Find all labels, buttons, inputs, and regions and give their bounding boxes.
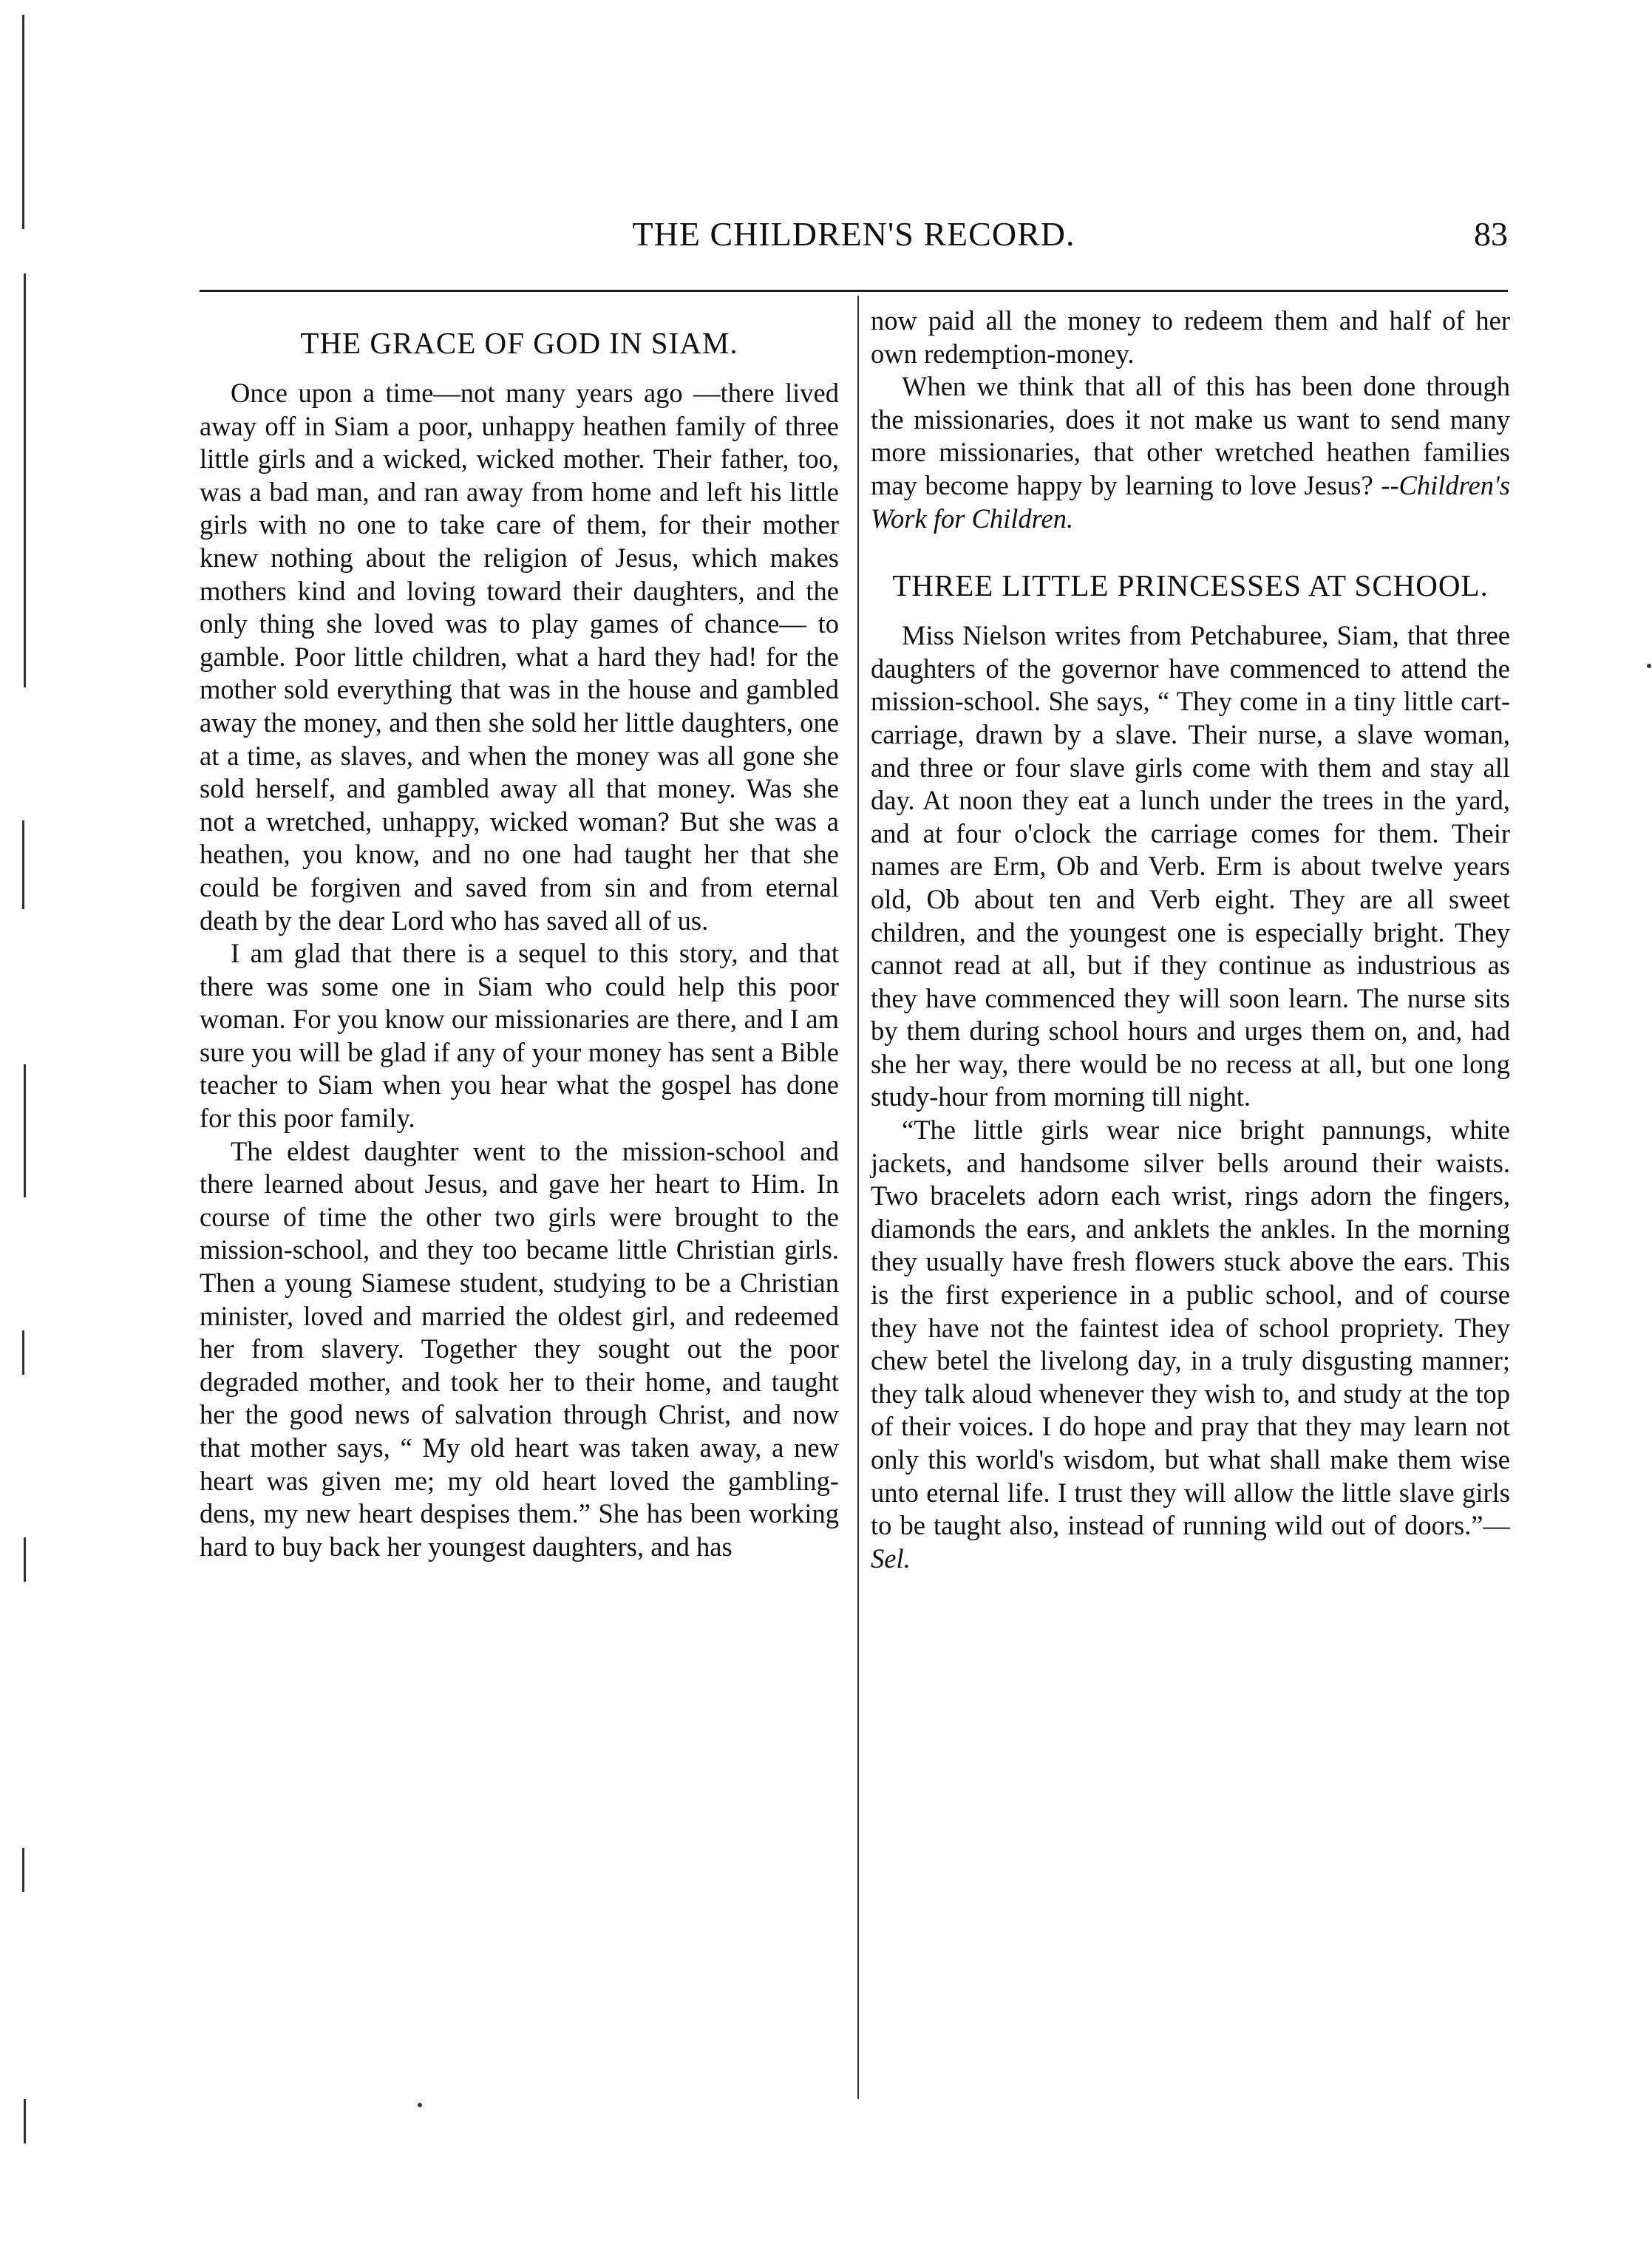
edge-mark (22, 820, 24, 909)
edge-mark (24, 1064, 26, 1197)
article-paragraph: The eldest daughter went to the mission-school and there learned about Jesus, and gave her heart to Him. In course of time the other two girls were brought to the mission-school, and they too became little Christian girls. Then a young Siamese student, studying to be a Christian minister, loved and married the oldest girl, and redeemed her from slavery. Together they sought out the poor degraded mother, and took her to their home, and taught her the good news of salvation through Christ, and now that mother says, “ My old heart was taken away, a new heart was given me; my old heart loved the gambling-dens, my new heart despises them.” She has been working hard to buy back her youngest daughters, and has (200, 1135, 839, 1562)
article-attribution: Children's Work for Children. (871, 469, 1510, 534)
edge-mark (22, 1848, 24, 1892)
right-column (871, 305, 1510, 1575)
article-paragraph: Miss Nielson writes from Petchaburee, Siam, that three daughters of the governor have commenced to attend the mission-school. She says, “ They come in a tiny little cart-carriage, drawn by a slave. Their nurse, a slave woman, and three or four slave girls come with them and stay all day. At noon they eat a lunch under the trees in the yard, and at four o'clock the carriage comes for them. Their names are Erm, Ob and Verb. Erm is about twelve years old, Ob about ten and Verb eight. They are all sweet children, and the youngest one is especially bright. They cannot read at all, but if they continue as industrious as they have commenced they will soon learn. The nurse sits by them during school hours and urges them on, and, had she her way, there would be no recess at all, but one long study-hour from morning till night. (871, 620, 1510, 1112)
article-paragraph (871, 1114, 1510, 1575)
edge-mark (22, 1330, 24, 1375)
page-header (200, 214, 1508, 266)
article-title-grace-of-god: THE GRACE OF GOD IN SIAM. (300, 326, 738, 360)
article-paragraph-continued: now paid all the money to redeem them and half of her own redemption-money. (871, 305, 1510, 369)
article-paragraph-text: “The little girls wear nice bright pannungs, white jackets, and handsome silver bells around their waists. Two bracelets adorn each wrist, rings adorn the fingers, diamonds the ears, and anklets the ankles. In the morning they usually have fresh flowers stuck above the ears. This is the first experience in a public school, and of course they have not the faintest idea of school propriety. They chew betel the livelong day, in a truly disgusting manner; they talk aloud whenever they wish to, and study at the top of their voices. I do hope and pray that they may learn not only this world's wisdom, but what shall make them wise unto eternal life. I trust they will allow the little slave girls to be taught also, instead of running wild out of doors.”— (871, 1115, 1510, 1541)
edge-mark (24, 1537, 26, 1582)
speck (1647, 664, 1651, 668)
article-paragraph: Once upon a time—not many years ago —there lived away off in Siam a poor, unhappy heathen family of three little girls and a wicked, wicked mother. Their father, too, was a bad man, and ran away from home and left his little girls with no one to take care of them, for their mother knew nothing about the religion of Jesus, which makes mothers kind and loving toward their daughters, and the only thing she loved was to play games of chance— to gamble. Poor little children, what a hard they had! for the mother sold everything that was in the house and gambled away the money, and then she sold her little daughters, one at a time, as slaves, and when the money was all gone she sold herself, and gambled away all that money. Was she not a wretched, unhappy, wicked woman? But she was a heathen, you know, and no one had taught her that she could be forgiven and saved from sin and from eternal death by the dear Lord who has saved all of us. (200, 378, 839, 936)
edge-mark (24, 273, 26, 687)
article-title-three-princesses: THREE LITTLE PRINCESSES AT SCHOOL. (892, 568, 1489, 603)
periodical-title: THE CHILDREN'S RECORD. (632, 215, 1075, 253)
edge-mark (24, 2099, 26, 2143)
header-rule (200, 290, 1508, 292)
left-column (200, 305, 839, 1563)
article-paragraph: I am glad that there is a sequel to this story, and that there was some one in Siam who could help this poor woman. For you know our missionaries are there, and I am sure you will be glad if any of your money has sent a Bible teacher to Siam when you hear what the gospel has done for this poor family. (200, 938, 839, 1134)
article-paragraph-text: When we think that all of this has been done through the missionaries, does it not make us want to send many more missionaries, that other wretched heathen families may become happy by learning to love Jesus? -- (871, 371, 1510, 500)
article-attribution: Sel. (871, 1543, 911, 1574)
article-paragraph (871, 370, 1510, 535)
column-divider (857, 296, 859, 2099)
page-number: 83 (1474, 215, 1508, 253)
speck (418, 2103, 422, 2107)
edge-mark (22, 15, 24, 229)
